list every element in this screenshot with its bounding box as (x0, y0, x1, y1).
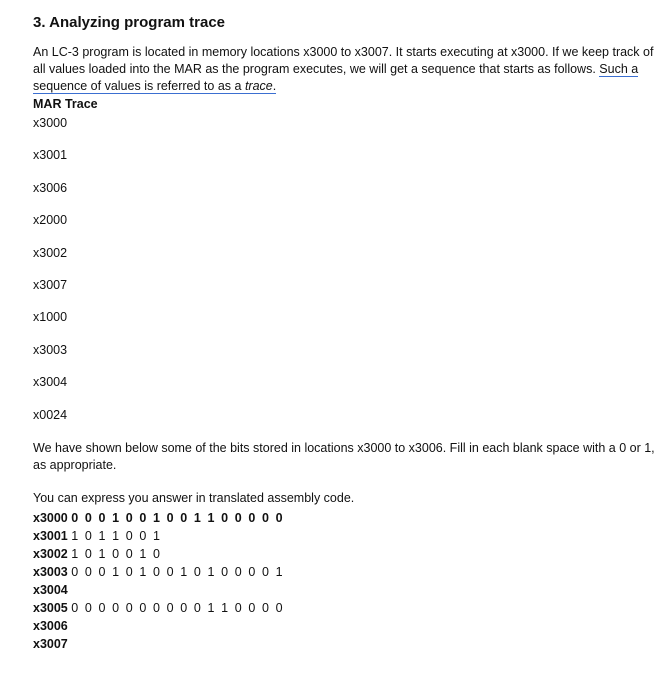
memory-row (33, 509, 663, 527)
assembly-note: You can express you answer in translated assembly code. (33, 490, 355, 505)
memory-bits: 1 0 1 1 0 0 1 (71, 528, 162, 543)
memory-list (33, 509, 663, 653)
trace-value: x1000 (33, 310, 68, 325)
memory-row (33, 545, 663, 563)
intro-definition-period: . (272, 79, 277, 93)
trace-value: x3002 (33, 245, 68, 260)
memory-row (33, 581, 663, 599)
memory-bits: 0 0 0 1 0 0 1 0 0 1 1 0 0 0 0 0 (71, 510, 285, 525)
intro-paragraph (33, 44, 663, 95)
intro-definition-text: Such a sequence of values is referred to as a (33, 62, 639, 93)
document-page (33, 14, 663, 653)
memory-row (33, 527, 663, 545)
trace-value: x0024 (33, 407, 68, 422)
trace-value: x3006 (33, 180, 68, 195)
trace-value: x3003 (33, 342, 68, 357)
memory-bits: 1 0 1 0 0 1 0 (71, 546, 162, 561)
mar-trace-list (33, 112, 663, 436)
memory-address: x3005 (33, 600, 68, 615)
mar-trace-title: MAR Trace (33, 97, 98, 111)
memory-address: x3003 (33, 564, 68, 579)
fill-instructions: We have shown below some of the bits stored in locations x3000 to x3006. Fill in each blank space with a 0 or 1, as appropriate. (33, 440, 655, 472)
trace-value: x3004 (33, 375, 68, 390)
section-heading: 3. Analyzing program trace (33, 14, 225, 31)
memory-bits: 0 0 0 1 0 1 0 0 1 0 1 0 0 0 0 1 (71, 564, 285, 579)
trace-value: x3007 (33, 277, 68, 292)
memory-row (33, 599, 663, 617)
intro-text: An LC-3 program is located in memory locations x3000 to x3007. It starts executing at x3000. If we keep track of all values loaded into the MAR as the program executes, we will get a sequence that starts as follows. (33, 45, 654, 76)
memory-row (33, 563, 663, 581)
memory-address: x3007 (33, 636, 68, 651)
trace-value: x2000 (33, 213, 68, 228)
memory-address: x3002 (33, 546, 68, 561)
memory-row (33, 617, 663, 635)
memory-row (33, 635, 663, 653)
trace-value: x3001 (33, 148, 68, 163)
memory-address: x3004 (33, 582, 68, 597)
memory-address: x3001 (33, 528, 68, 543)
trace-value: x3000 (33, 116, 68, 130)
memory-address: x3006 (33, 618, 68, 633)
memory-bits: 0 0 0 0 0 0 0 0 0 0 1 1 0 0 0 0 (71, 600, 285, 615)
trace-term: trace (244, 79, 273, 93)
memory-address: x3000 (33, 510, 68, 525)
